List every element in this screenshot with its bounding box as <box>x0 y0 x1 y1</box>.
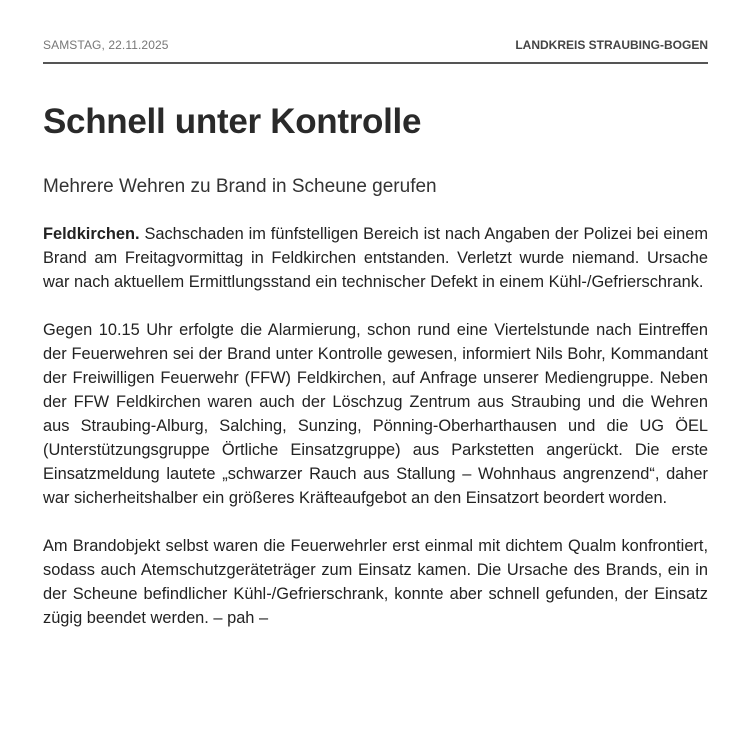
section-region: LANDKREIS STRAUBING-BOGEN <box>515 38 708 52</box>
article-page <box>43 0 708 654</box>
article-body <box>43 222 708 630</box>
issue-date: SAMSTAG, 22.11.2025 <box>43 38 169 52</box>
article-paragraph-2: Gegen 10.15 Uhr erfolgte die Alarmierung, schon rund eine Viertelstunde nach Eintreffen der Feuerwehren sei der Brand unter Kontrolle gewesen, informiert Nils Bohr, Kommandant der Freiwilligen Feuerwehr (FFW) Feldkirchen, auf Anfrage unserer Mediengruppe. Neben der FFW Feldkirchen waren auch der Löschzug Zentrum aus Straubing und die Wehren aus Straubing-Alburg, Salching, Sunzing, Pönning-Oberharthausen und die UG ÖEL (Unterstützungsgruppe Örtliche Einsatzgruppe) aus Parkstetten angerückt. Die erste Einsatzmeldung lautete „schwarzer Rauch aus Stallung – Wohnhaus angrenzend“, daher war sicherheitshalber ein größeres Kräfteaufgebot an den Einsatzort beordert worden. <box>43 321 708 507</box>
article-dateline: Feldkirchen. <box>43 225 140 243</box>
article-headline: Schnell unter Kontrolle <box>43 102 422 141</box>
article-subheadline: Mehrere Wehren zu Brand in Scheune gerufen <box>43 176 437 197</box>
article-paragraph-1 <box>43 222 708 294</box>
paragraph-1-text: Sachschaden im fünfstelligen Bereich ist nach Angaben der Polizei bei einem Brand am Freitagvormittag in Feldkirchen entstanden. Verletzt wurde niemand. Ursache war nach aktuellem Ermittlungsstand ein technischer Defekt in einem Kühl-/Gefrierschrank. <box>43 225 708 291</box>
article-paragraph-3: Am Brandobjekt selbst waren die Feuerwehrler erst einmal mit dichtem Qualm konfrontiert, sodass auch Atemschutzgeräteträger zum Einsatz kamen. Die Ursache des Brands, ein in der Scheune befindlicher Kühl-/Gefrierschrank, konnte aber schnell gefunden, der Einsatz zügig beendet werden. – pah – <box>43 537 708 627</box>
page-header <box>43 0 708 64</box>
